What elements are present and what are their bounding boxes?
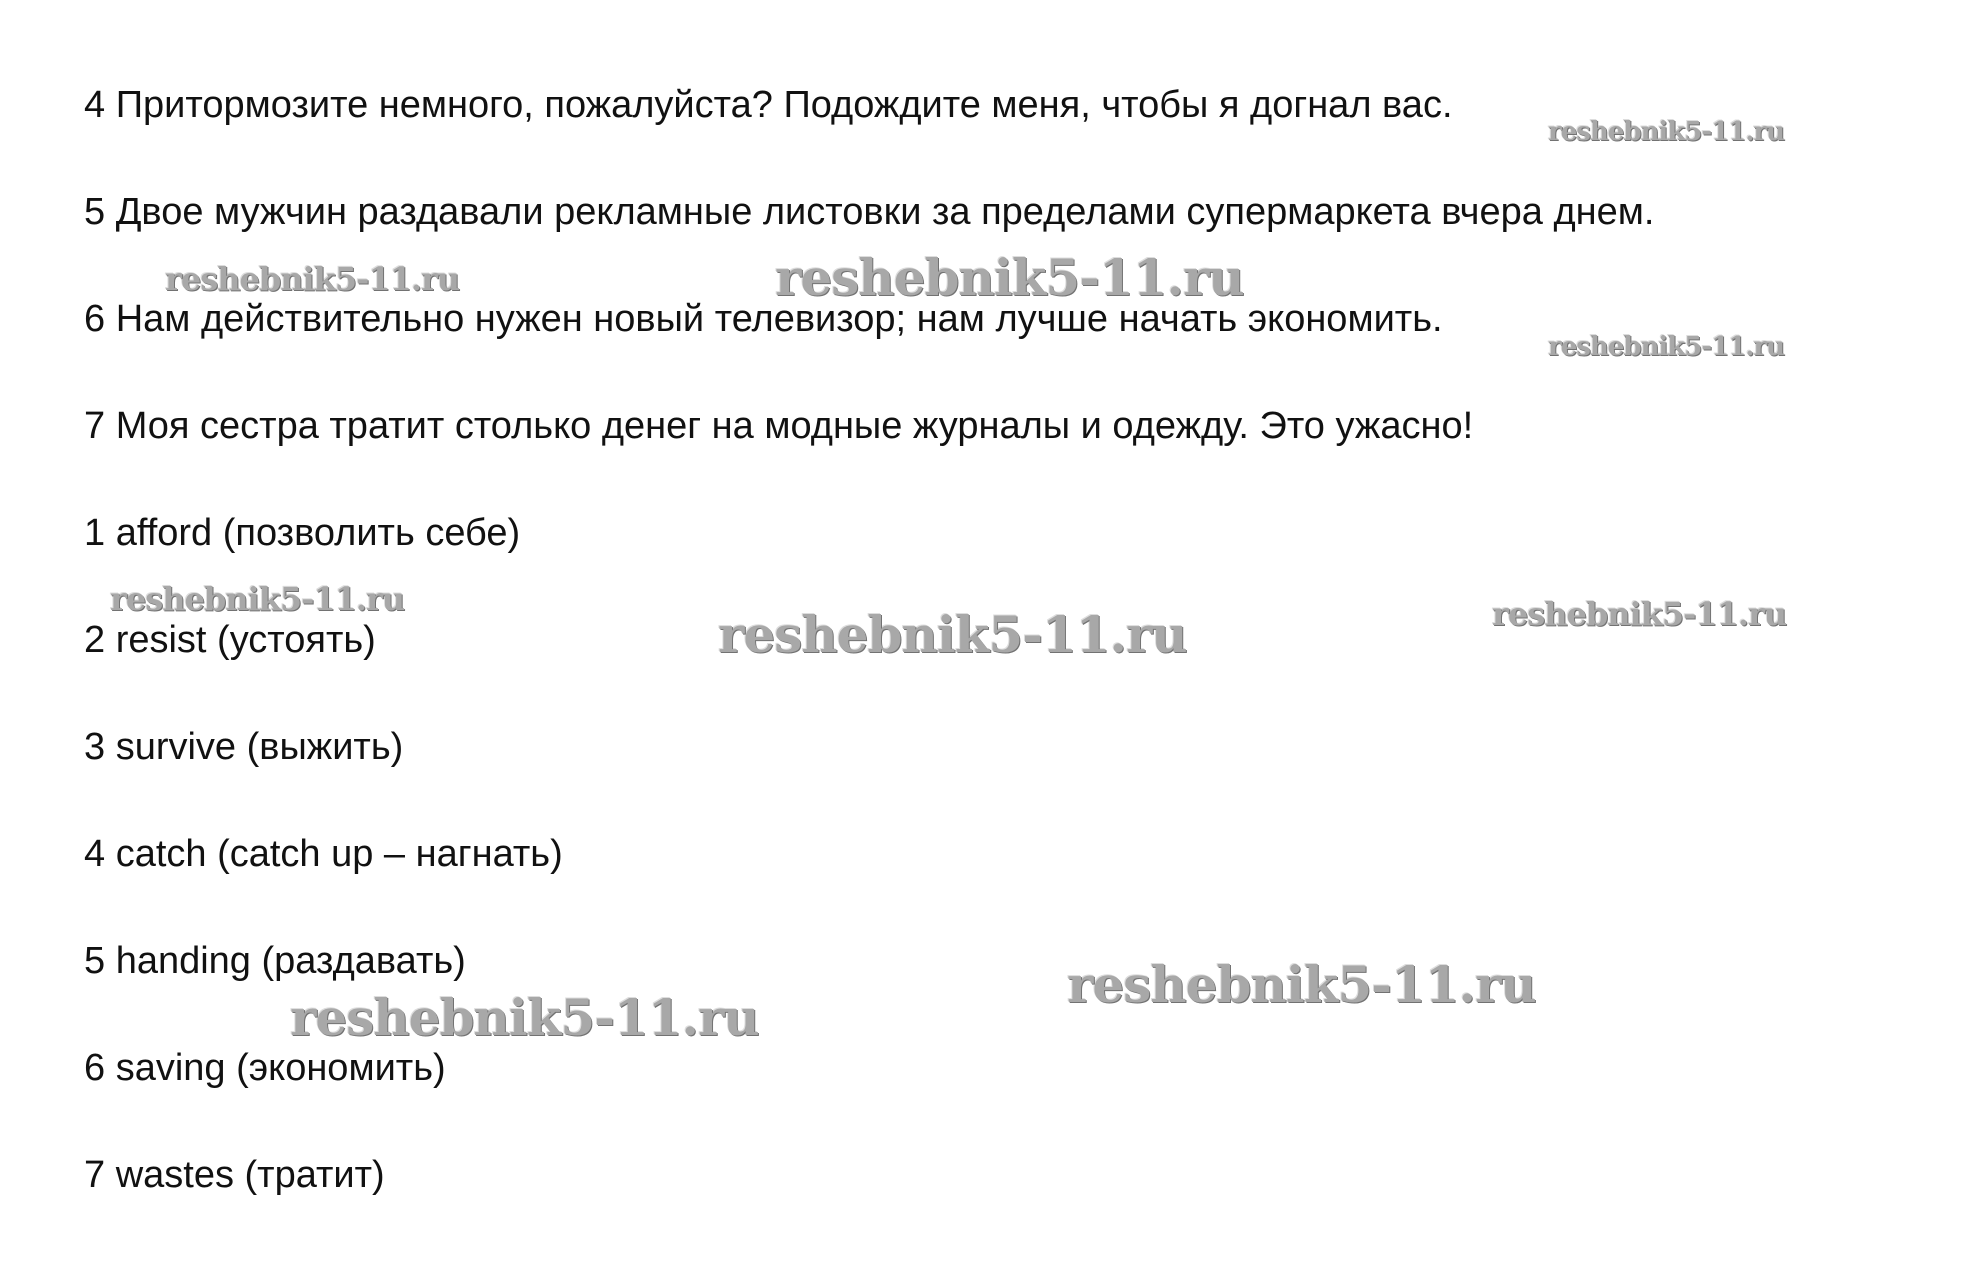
answer-3: 3 survive (выжить) xyxy=(84,726,404,768)
sentence-7: 7 Моя сестра тратит столько денег на модные журналы и одежду. Это ужасно! xyxy=(84,405,1474,447)
watermark: reshebnik5-11.ru xyxy=(165,260,460,298)
answer-6: 6 saving (экономить) xyxy=(84,1047,446,1089)
watermark: reshebnik5-11.ru xyxy=(1492,595,1787,633)
sentence-5: 5 Двое мужчин раздавали рекламные листовки за пределами супермаркета вчера днем. xyxy=(84,191,1655,233)
watermark: reshebnik5-11.ru xyxy=(290,988,759,1047)
sentence-6: 6 Нам действительно нужен новый телевизор; нам лучше начать экономить. xyxy=(84,298,1443,340)
watermark: reshebnik5-11.ru xyxy=(1067,955,1536,1014)
watermark: reshebnik5-11.ru xyxy=(1548,332,1785,362)
answer-7: 7 wastes (тратит) xyxy=(84,1154,385,1196)
watermark: reshebnik5-11.ru xyxy=(1548,117,1785,147)
answer-5: 5 handing (раздавать) xyxy=(84,940,466,982)
watermark: reshebnik5-11.ru xyxy=(110,580,405,618)
watermark: reshebnik5-11.ru xyxy=(718,605,1187,664)
answer-4: 4 catch (catch up – нагнать) xyxy=(84,833,563,875)
answer-1: 1 afford (позволить себе) xyxy=(84,512,521,554)
watermark: reshebnik5-11.ru xyxy=(775,248,1244,307)
answer-2: 2 resist (устоять) xyxy=(84,619,376,661)
sentence-4: 4 Притормозите немного, пожалуйста? Подождите меня, чтобы я догнал вас. xyxy=(84,84,1453,126)
